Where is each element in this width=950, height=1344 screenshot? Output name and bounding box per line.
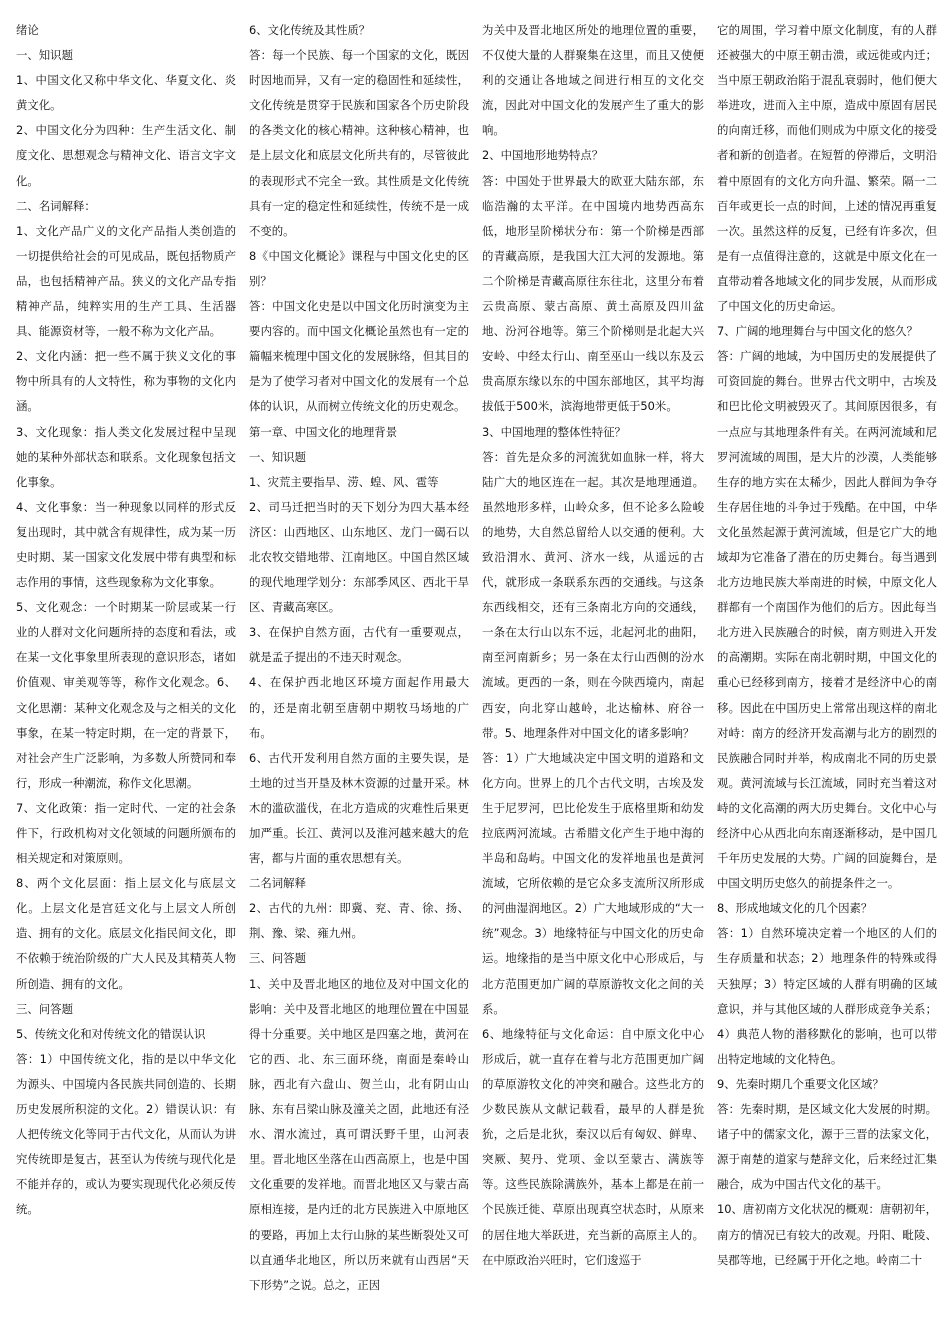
paragraph: 为关中及晋北地区所处的地理位置的重要，不仅使大量的人群聚集在这里，而且又使便利的交通让各地域之间进行相互的文化交流，因此对中国文化的发展产生了重大的影响。 — [482, 23, 704, 138]
paragraph: 8、形成地域文化的几个因素？ — [717, 901, 873, 916]
paragraph: 绪论 — [16, 23, 39, 37]
paragraph: 答：1）广大地域决定中国文明的道路和文化方向。世界上的几个古代文明，古埃及发生于尼罗河，巴比伦发生于底格里斯和幼发拉底两河流域。古希腊文化产生于地中海的半岛和岛屿。中国文化的发祥地虽也是黄河流域，它所依赖的是它众多支流所汉所形成的河曲湿润地区。2）广大地域形成的“大一统”观念。3）地缘特征与中国文化的历史命运。地缘指的是当中原文化中心形成后，与北方范围更加广阔的草原游牧文化之间的关系。 — [482, 750, 704, 1016]
document-page — [16, 18, 938, 1334]
paragraph: 3、在保护自然方面，古代有一重要观点，就是孟子提出的不违天时观念。 — [249, 625, 469, 665]
paragraph: 三、问答题 — [249, 951, 306, 966]
text-column-3 — [482, 18, 704, 1334]
paragraph: 5、传统文化和对传统文化的错误认识 — [16, 1026, 206, 1041]
paragraph: 二名词解释 — [249, 876, 306, 891]
paragraph: 8《中国文化概论》课程与中国文化史的区别？ — [249, 248, 469, 288]
paragraph: 二、名词解释： — [16, 198, 96, 213]
paragraph: 4、文化事象：当一种现象以同样的形式反复出现时，其中就含有规律性，成为某一历史时期、某一国家文化发展中带有典型和标志作用的事情，这些现象称为文化事象。 — [16, 499, 236, 590]
text-column-2 — [249, 18, 469, 1334]
paragraph: 6、地缘特征与文化命运：自中原文化中心形成后，就一直存在着与北方范围更加广阔的草原游牧文化的冲突和融合。这些北方的少数民族从文献记载看，最早的人群是狁狁，之后是北狄，秦汉以后有匈奴、鲜卑、突厥、契丹、党项、金以至蒙古、满族等等。这些民族除满族外，基本上都是在前一个民族迁徙、草原出现真空状态时，从原来的居住地大举跃进，充当新的高原主人的。在中原政治兴旺时，它们逡巡于 — [482, 1026, 704, 1267]
paragraph: 9、先秦时期几个重要文化区域？ — [717, 1076, 884, 1091]
text-column-4 — [717, 18, 937, 1334]
paragraph: 7、广阔的地理舞台与中国文化的悠久？ — [717, 324, 918, 339]
paragraph: 4、在保护西北地区环境方面起作用最大的，还是南北朝至唐朝中期牧马场地的广布。 — [249, 675, 469, 740]
paragraph: 它的周围，学习着中原文化制度，有的人群还被强大的中原王朝击溃，或远徙或内迁；当中原王朝政治陷于混乱衰弱时，他们便大举进攻，进而入主中原，造成中原固有居民的向南迁移，而他们则成为中原文化的接受者和新的创造者。在短暂的停滞后，文明沿着中原固有的文化方向升温、繁荣。隔一二百年或更长一点的时间，上述的情况再重复一次。虽然这样的反复，已经有许多次，但是有一点值得注意的，这就是中原文化在一直带动着各地域文化的同步发展，从而形成了中国文化的历史命运。 — [717, 23, 937, 314]
paragraph: 答：中国处于世界最大的欧亚大陆东部，东临浩瀚的太平洋。在中国境内地势西高东低，地形呈阶梯状分布：第一个阶梯是西部的青藏高原，是我国大江大河的发源地。第二个阶梯是青藏高原往东往北，这里分布着云贵高原、蒙古高原、黄土高原及四川盆地、汾河谷地等。第三个阶梯则是北起大兴安岭、中经太行山、南至巫山一线以东及云贵高原东缘以东的中国东部地区，其平均海拔低于500米，滨海地带更低于50米。 — [482, 173, 704, 414]
paragraph: 3、文化现象：指人类文化发展过程中呈现她的某种外部状态和联系。文化现象包括文化事象。 — [16, 424, 236, 489]
paragraph: 1、文化产品广义的文化产品指人类创造的一切提供给社会的可见成品，既包括物质产品，也包括精神产品。狭义的文化产品专指精神产品，纯粹实用的生产工具、生活器具、能源资材等，一般不称为文化产品。 — [16, 223, 236, 339]
paragraph: 6、古代开发利用自然方面的主要失误，是土地的过当开垦及林木资源的过量开采。林木的滥砍滥伐，在北方造成的灾难性后果更加严重。长江、黄河以及淮河越来越大的危害，都与片面的重农思想有关。 — [249, 750, 469, 866]
paragraph: 2、古代的九州：即冀、兖、青、徐、扬、荆、豫、梁、雍九州。 — [249, 901, 469, 941]
paragraph: 1、灾荒主要指旱、涝、蝗、风、雹等 — [249, 474, 439, 489]
paragraph: 5、文化观念：一个时期某一阶层或某一行业的人群对文化问题所持的态度和看法，或在某一文化事象里所表现的意识形态，诸如价值观、审美观等等，称作文化观念。6、文化思潮：某种文化观念及与之相关的文化事象，在某一特定时期，在一定的背景下，对社会产生广泛影响，为多数人所赞同和奉行，形成一种潮流，称作文化思潮。 — [16, 600, 236, 790]
paragraph: 第一章、中国文化的地理背景 — [249, 424, 398, 439]
paragraph: 6、文化传统及其性质？ — [249, 23, 371, 37]
paragraph: 2、中国地形地势特点？ — [482, 148, 604, 163]
paragraph: 答：首先是众多的河流犹如血脉一样，将大陆广大的地区连在一起。其次是地理通道。虽然地形多样，山岭众多，但不论多么险峻的地势，大自然总留给人以交通的便利。大致沿渭水、黄河、济水一线，从遥远的古代，就形成一条联系东西的交通线。与这条东西线相交，还有三条南北方向的交通线，一条在太行山以东不远，北起河北的曲阳，南至河南新乡；另一条在太行山西侧的汾水流域。更西的一条，则在今陕西境内，南起西安，向北穿山越岭，北达榆林、府谷一带。5、地理条件对中国文化的诸多影响？ — [482, 449, 704, 740]
paragraph: 2、司马迁把当时的天下划分为四大基本经济区：山西地区、山东地区、龙门一碣石以北农牧交错地带、江南地区。中国自然区域的现代地理学划分：东部季风区、西北干旱区、青藏高寒区。 — [249, 499, 469, 615]
text-column-1 — [16, 18, 236, 1334]
paragraph: 答：先秦时期，是区域文化大发展的时期。诸子中的儒家文化，源于三晋的法家文化，源于南楚的道家与楚辞文化，后来经过汇集融合，成为中国古代文化的基干。 — [717, 1102, 937, 1192]
paragraph: 三、问答题 — [16, 1001, 73, 1016]
paragraph: 答：1）自然环境决定着一个地区的人们的生存质量和状态；2）地理条件的特殊或得天独厚；3）特定区域的人群有明确的区域意识，并与其他区域的人群形成竞争关系；4）典范人物的潜移默化的影响，也可以带出特定地域的文化特色。 — [717, 926, 937, 1066]
paragraph: 答：中国文化史是以中国文化历时演变为主要内容的。而中国文化概论虽然也有一定的篇幅来梳理中国文化的发展脉络，但其目的是为了使学习者对中国文化的发展有一个总体的认识，从而树立传统文化的历史观念。 — [249, 299, 469, 414]
paragraph: 3、中国地理的整体性特征？ — [482, 424, 626, 439]
paragraph: 2、中国文化分为四种：生产生活文化、制度文化、思想观念与精神文化、语言文字文化。 — [16, 123, 236, 188]
paragraph: 8、两个文化层面：指上层文化与底层文化。上层文化是宫廷文化与上层文人所创造、拥有的文化。底层文化指民间文化，即不依赖于统治阶级的广大人民及其精英人物所创造、拥有的文化。 — [16, 876, 236, 991]
paragraph: 10、唐初南方文化状况的概观：唐朝初年，南方的情况已有较大的改观。丹阳、毗陵、吴郡等地，已经属于开化之地。岭南二十 — [717, 1202, 937, 1267]
paragraph: 一、知识题 — [16, 48, 73, 63]
paragraph: 答：广阔的地域，为中国历史的发展提供了可资回旋的舞台。世界古代文明中，古埃及和巴比伦文明被毁灭了。其间原因很多，有一点应与其地理条件有关。在两河流域和尼罗河流域的周围，是大片的沙漠，人类能够生存的地方实在太稀少，因此人群间为争夺生存居住地的斗争过于残酷。在中国，中华文化虽然起源于黄河流域，但是它广大的地域却为它准备了潜在的历史舞台。每当遇到北方边地民族大举南进的时候，中原文化人群都有一个南国作为他们的后方。因此每当北方进入民族融合的时候，南方则进入开发的高潮期。实际在南北朝时期，中国文化的重心已经移到南方，接着才是经济中心的南移。因此在中国历史上常常出现这样的南北对峙：南方的经济开发高潮与北方的剧烈的民族融合同时并举，构成南北不同的历史景观。黄河流域与长江流域，同时充当着这对峙的文化高潮的两大历史舞台。文化中心与经济中心从西北向东南逐渐移动，是中国几千年历史发展的大势。广阔的回旋舞台，是中国文明历史悠久的前提条件之一。 — [717, 349, 937, 891]
paragraph: 1、中国文化又称中华文化、华夏文化、炎黄文化。 — [16, 73, 236, 113]
paragraph: 1、关中及晋北地区的地位及对中国文化的影响：关中及晋北地区的地理位置在中国显得十分重要。关中地区是四塞之地，黄河在它的西、北、东三面环绕，南面是秦岭山脉，西北有六盘山、贺兰山，北有阴山山脉、东有吕梁山脉及潼关之固，此地还有泾水、渭水流过，真可谓沃野千里，山河表里。晋北地区坐落在山西高原上，也是中国文化重要的发祥地。而晋北地区又与蒙古高原相连接，是内迁的北方民族进入中原地区的要路，再加上太行山脉的某些断裂处又可以直通华北地区，所以历来就有山西居“天下形势”之说。总之，正因 — [249, 976, 469, 1292]
paragraph: 答：1）中国传统文化，指的是以中华文化为源头、中国境内各民族共同创造的、长期历史发展所积淀的文化。2）错误认识：有人把传统文化等同于古代文化，从而认为讲究传统即是复古，甚至认为传统与现代化是不能并存的，或认为要实现现代化必须反传统。 — [16, 1051, 236, 1217]
paragraph: 2、文化内涵：把一些不属于狭义文化的事物中所具有的人文特性，称为事物的文化内涵。 — [16, 349, 236, 414]
paragraph: 一、知识题 — [249, 449, 306, 464]
paragraph: 答：每一个民族、每一个国家的文化，既因时因地而异，又有一定的稳固性和延续性，文化传统是贯穿于民族和国家各个历史阶段的各类文化的核心精神。这种核心精神，也是上层文化和底层文化所共有的，尽管彼此的表现形式不完全一致。其性质是文化传统具有一定的稳定性和延续性，传统不是一成不变的。 — [249, 48, 469, 238]
paragraph: 7、文化政策：指一定时代、一定的社会条件下，行政机构对文化领域的问题所颁布的相关规定和对策原则。 — [16, 800, 236, 866]
